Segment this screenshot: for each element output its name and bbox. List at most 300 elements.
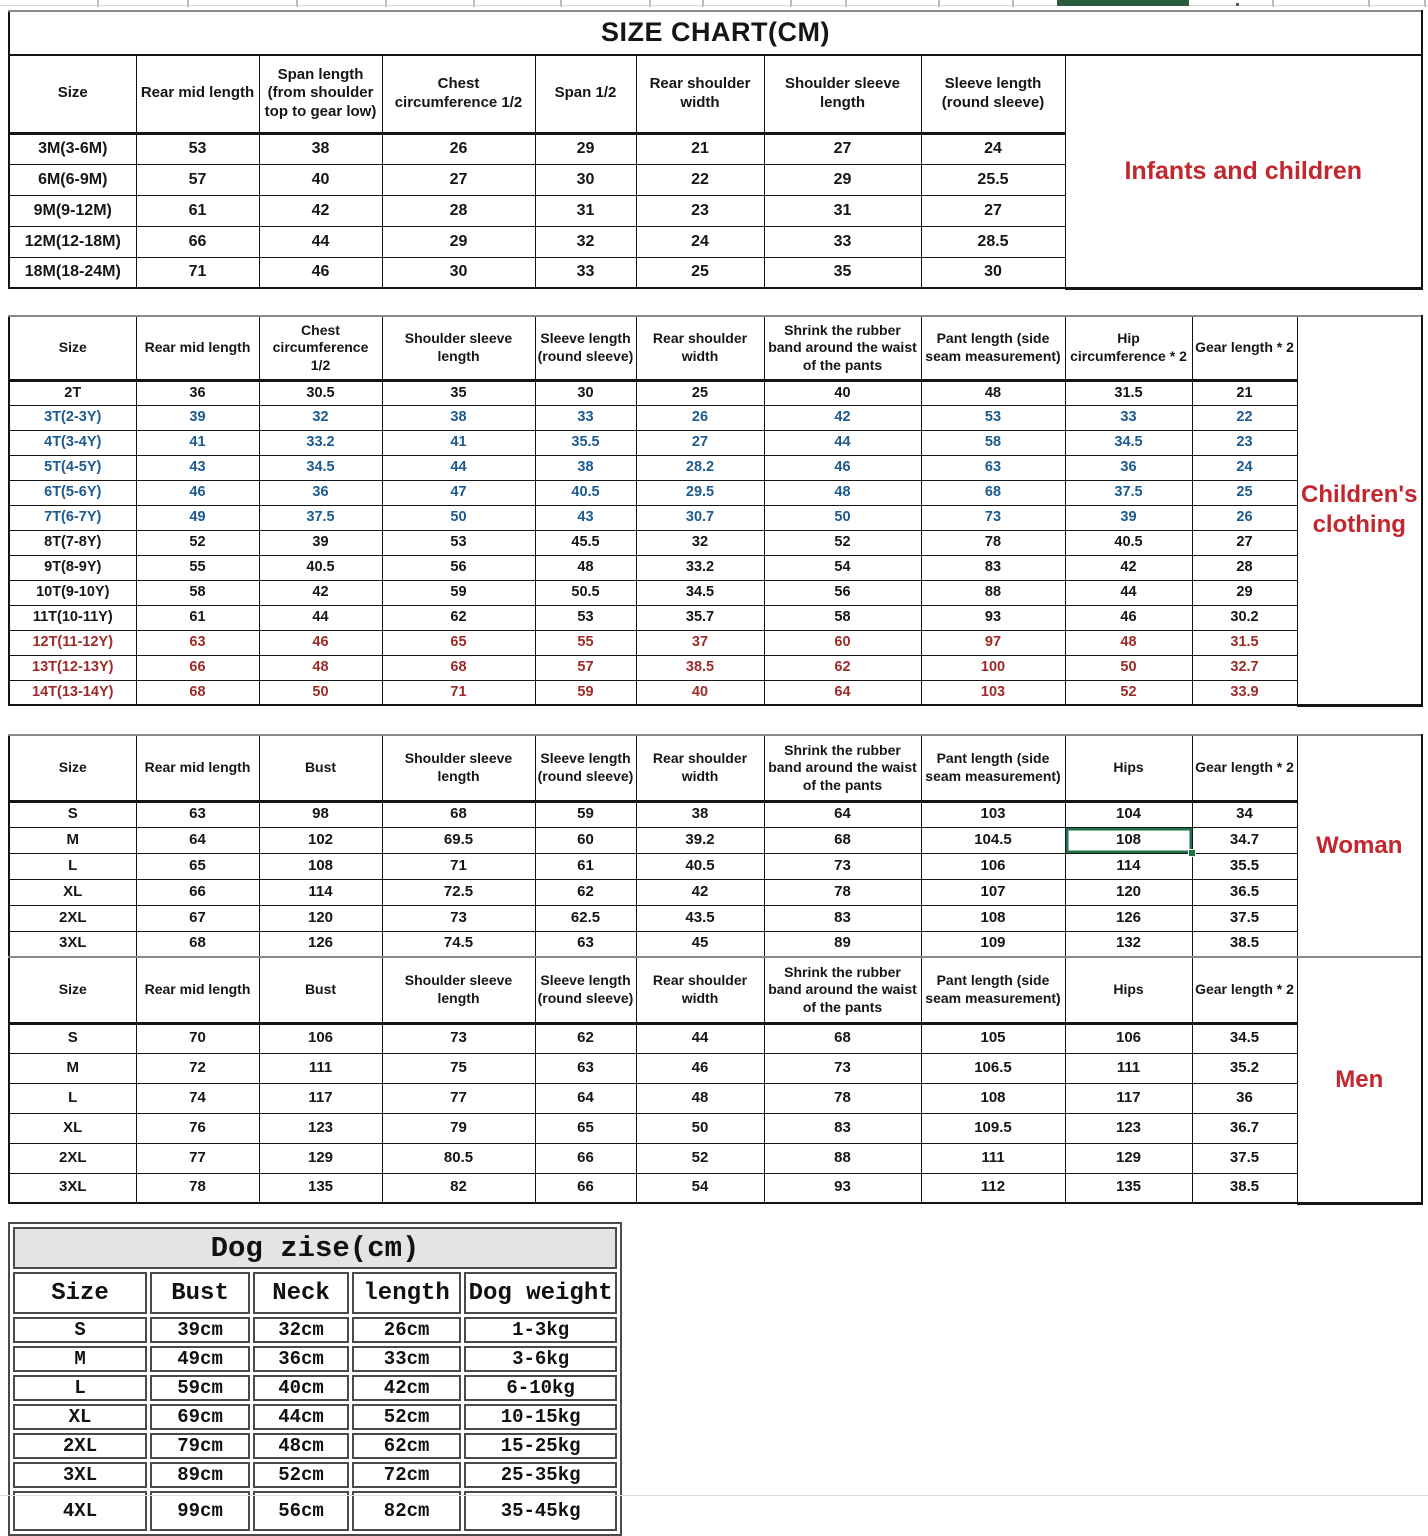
- table-cell[interactable]: 58: [921, 430, 1065, 455]
- table-cell[interactable]: 73: [382, 1023, 535, 1053]
- table-cell[interactable]: 61: [136, 195, 259, 226]
- table-cell[interactable]: 33.2: [259, 430, 382, 455]
- table-cell[interactable]: 79cm: [150, 1433, 250, 1459]
- table-cell[interactable]: 22: [1192, 405, 1297, 430]
- table-cell[interactable]: 82cm: [352, 1491, 461, 1531]
- table-cell[interactable]: 68: [136, 680, 259, 705]
- table-cell[interactable]: 57: [136, 164, 259, 195]
- row-header[interactable]: 3XL: [13, 1462, 147, 1488]
- table-cell[interactable]: 60: [535, 827, 636, 853]
- table-cell[interactable]: 15-25kg: [464, 1433, 617, 1459]
- group-label-infants[interactable]: Infants and children: [1065, 55, 1422, 288]
- table-cell[interactable]: 37.5: [259, 505, 382, 530]
- column-header[interactable]: Rear shoulder width: [636, 55, 764, 133]
- table-cell[interactable]: 42: [636, 879, 764, 905]
- column-header[interactable]: Hips: [1065, 957, 1192, 1023]
- column-header[interactable]: Chest circumference 1/2: [259, 316, 382, 380]
- table-cell[interactable]: 117: [1065, 1083, 1192, 1113]
- column-header[interactable]: Sleeve length (round sleeve): [535, 735, 636, 801]
- table-cell[interactable]: 52: [1065, 680, 1192, 705]
- table-cell[interactable]: 108: [1065, 827, 1192, 853]
- table-cell[interactable]: 3-6kg: [464, 1346, 617, 1372]
- table-cell[interactable]: 38: [382, 405, 535, 430]
- table-cell[interactable]: 33: [535, 405, 636, 430]
- table-cell[interactable]: 38.5: [636, 655, 764, 680]
- table-cell[interactable]: 29: [382, 226, 535, 257]
- table-cell[interactable]: 23: [1192, 430, 1297, 455]
- column-header[interactable]: Rear shoulder width: [636, 957, 764, 1023]
- table-cell[interactable]: 59cm: [150, 1375, 250, 1401]
- table-cell[interactable]: 63: [921, 455, 1065, 480]
- table-cell[interactable]: 53: [136, 133, 259, 164]
- column-header[interactable]: Pant length (side seam measurement): [921, 957, 1065, 1023]
- row-header[interactable]: 3XL: [9, 931, 136, 957]
- group-label-men[interactable]: Men: [1297, 957, 1422, 1203]
- table-cell[interactable]: 46: [764, 455, 921, 480]
- table-cell[interactable]: 39: [1065, 505, 1192, 530]
- table-cell[interactable]: 36.7: [1192, 1113, 1297, 1143]
- table-cell[interactable]: 40.5: [1065, 530, 1192, 555]
- row-header[interactable]: 9M(9-12M): [9, 195, 136, 226]
- table-cell[interactable]: 66: [535, 1173, 636, 1203]
- row-header[interactable]: 12M(12-18M): [9, 226, 136, 257]
- table-cell[interactable]: 52cm: [352, 1404, 461, 1430]
- row-header[interactable]: 2XL: [9, 1143, 136, 1173]
- table-cell[interactable]: 68: [764, 1023, 921, 1053]
- table-cell[interactable]: 46: [1065, 605, 1192, 630]
- table-cell[interactable]: 31.5: [1065, 380, 1192, 405]
- table-cell[interactable]: 40cm: [253, 1375, 349, 1401]
- table-cell[interactable]: 27: [764, 133, 921, 164]
- row-header[interactable]: S: [9, 801, 136, 827]
- row-header[interactable]: XL: [13, 1404, 147, 1430]
- table-cell[interactable]: 109.5: [921, 1113, 1065, 1143]
- column-header[interactable]: Hips: [1065, 735, 1192, 801]
- table-cell[interactable]: 25-35kg: [464, 1462, 617, 1488]
- table-cell[interactable]: 43: [535, 505, 636, 530]
- table-cell[interactable]: 35.5: [1192, 853, 1297, 879]
- table-cell[interactable]: 104: [1065, 801, 1192, 827]
- row-header[interactable]: 2XL: [9, 905, 136, 931]
- table-cell[interactable]: 39.2: [636, 827, 764, 853]
- table-cell[interactable]: 69.5: [382, 827, 535, 853]
- table-cell[interactable]: 108: [921, 1083, 1065, 1113]
- table-cell[interactable]: 93: [764, 1173, 921, 1203]
- row-header[interactable]: 11T(10-11Y): [9, 605, 136, 630]
- table-cell[interactable]: 24: [636, 226, 764, 257]
- row-header[interactable]: 3T(2-3Y): [9, 405, 136, 430]
- table-cell[interactable]: 105: [921, 1023, 1065, 1053]
- table-cell[interactable]: 31.5: [1192, 630, 1297, 655]
- column-header[interactable]: Rear mid length: [136, 735, 259, 801]
- table-cell[interactable]: 62: [764, 655, 921, 680]
- table-cell[interactable]: 36: [136, 380, 259, 405]
- table-cell[interactable]: 55: [136, 555, 259, 580]
- table-cell[interactable]: 72cm: [352, 1462, 461, 1488]
- column-header[interactable]: Sleeve length (round sleeve): [921, 55, 1065, 133]
- table-cell[interactable]: 42: [259, 580, 382, 605]
- table-cell[interactable]: 61: [136, 605, 259, 630]
- table-cell[interactable]: 44: [636, 1023, 764, 1053]
- table-cell[interactable]: 33.2: [636, 555, 764, 580]
- table-cell[interactable]: 117: [259, 1083, 382, 1113]
- table-cell[interactable]: 89cm: [150, 1462, 250, 1488]
- table-cell[interactable]: 29: [535, 133, 636, 164]
- table-cell[interactable]: 36: [1192, 1083, 1297, 1113]
- table-cell[interactable]: 21: [636, 133, 764, 164]
- table-cell[interactable]: 80.5: [382, 1143, 535, 1173]
- table-cell[interactable]: 50: [1065, 655, 1192, 680]
- table-cell[interactable]: 48: [1065, 630, 1192, 655]
- column-header[interactable]: Rear mid length: [136, 957, 259, 1023]
- table-cell[interactable]: 102: [259, 827, 382, 853]
- table-cell[interactable]: 36: [1065, 455, 1192, 480]
- table-cell[interactable]: 66: [136, 226, 259, 257]
- column-header[interactable]: Shoulder sleeve length: [382, 957, 535, 1023]
- table-cell[interactable]: 25: [636, 380, 764, 405]
- table-cell[interactable]: 34: [1192, 801, 1297, 827]
- table-cell[interactable]: 42cm: [352, 1375, 461, 1401]
- table-cell[interactable]: 62cm: [352, 1433, 461, 1459]
- table-cell[interactable]: 48: [764, 480, 921, 505]
- table-cell[interactable]: 22: [636, 164, 764, 195]
- table-cell[interactable]: 66: [535, 1143, 636, 1173]
- table-cell[interactable]: 38: [535, 455, 636, 480]
- column-header[interactable]: Size: [9, 55, 136, 133]
- row-header[interactable]: 3M(3-6M): [9, 133, 136, 164]
- table-cell[interactable]: 24: [921, 133, 1065, 164]
- table-cell[interactable]: 83: [921, 555, 1065, 580]
- table-cell[interactable]: 30: [382, 257, 535, 288]
- column-header[interactable]: Dog weight: [464, 1272, 617, 1314]
- table-cell[interactable]: 58: [136, 580, 259, 605]
- row-header[interactable]: XL: [9, 879, 136, 905]
- table-cell[interactable]: 76: [136, 1113, 259, 1143]
- table-cell[interactable]: 59: [535, 680, 636, 705]
- table-cell[interactable]: 62: [535, 879, 636, 905]
- table-cell[interactable]: 114: [1065, 853, 1192, 879]
- table-cell[interactable]: 50.5: [535, 580, 636, 605]
- table-cell[interactable]: 46: [636, 1053, 764, 1083]
- table-cell[interactable]: 62.5: [535, 905, 636, 931]
- table-cell[interactable]: 79: [382, 1113, 535, 1143]
- table-cell[interactable]: 68: [921, 480, 1065, 505]
- table-cell[interactable]: 28.2: [636, 455, 764, 480]
- column-header[interactable]: Bust: [259, 735, 382, 801]
- row-header[interactable]: 12T(11-12Y): [9, 630, 136, 655]
- table-cell[interactable]: 28.5: [921, 226, 1065, 257]
- table-cell[interactable]: 72.5: [382, 879, 535, 905]
- row-header[interactable]: 6M(6-9M): [9, 164, 136, 195]
- table-cell[interactable]: 34.5: [636, 580, 764, 605]
- table-cell[interactable]: 56: [382, 555, 535, 580]
- row-header[interactable]: M: [9, 827, 136, 853]
- row-header[interactable]: 8T(7-8Y): [9, 530, 136, 555]
- table-cell[interactable]: 111: [259, 1053, 382, 1083]
- table-cell[interactable]: 44: [382, 455, 535, 480]
- table-cell[interactable]: 29: [764, 164, 921, 195]
- table-cell[interactable]: 32: [535, 226, 636, 257]
- table-cell[interactable]: 33: [1065, 405, 1192, 430]
- table-cell[interactable]: 30: [921, 257, 1065, 288]
- table-cell[interactable]: 49cm: [150, 1346, 250, 1372]
- table-cell[interactable]: 39: [259, 530, 382, 555]
- column-header[interactable]: Chest circumference 1/2: [382, 55, 535, 133]
- table-cell[interactable]: 77: [382, 1083, 535, 1113]
- table-cell[interactable]: 78: [921, 530, 1065, 555]
- row-header[interactable]: 4T(3-4Y): [9, 430, 136, 455]
- table-cell[interactable]: 135: [1065, 1173, 1192, 1203]
- column-header[interactable]: Rear shoulder width: [636, 735, 764, 801]
- table-cell[interactable]: 57: [535, 655, 636, 680]
- table-cell[interactable]: 32: [636, 530, 764, 555]
- table-cell[interactable]: 26: [1192, 505, 1297, 530]
- column-header[interactable]: Neck: [253, 1272, 349, 1314]
- table-cell[interactable]: 30: [535, 380, 636, 405]
- table-cell[interactable]: 41: [382, 430, 535, 455]
- column-header[interactable]: Span 1/2: [535, 55, 636, 133]
- table-cell[interactable]: 53: [382, 530, 535, 555]
- table-cell[interactable]: 52cm: [253, 1462, 349, 1488]
- table-cell[interactable]: 83: [764, 1113, 921, 1143]
- row-header[interactable]: M: [13, 1346, 147, 1372]
- table-cell[interactable]: 27: [921, 195, 1065, 226]
- table-cell[interactable]: 55: [535, 630, 636, 655]
- table-cell[interactable]: 48: [259, 655, 382, 680]
- table-cell[interactable]: 62: [382, 605, 535, 630]
- table-cell[interactable]: 33: [764, 226, 921, 257]
- table-cell[interactable]: 54: [764, 555, 921, 580]
- table-cell[interactable]: 34.7: [1192, 827, 1297, 853]
- table-cell[interactable]: 35.7: [636, 605, 764, 630]
- column-header[interactable]: Hip circumference * 2: [1065, 316, 1192, 380]
- table-cell[interactable]: 82: [382, 1173, 535, 1203]
- table-cell[interactable]: 25: [636, 257, 764, 288]
- table-cell[interactable]: 39: [136, 405, 259, 430]
- table-cell[interactable]: 88: [764, 1143, 921, 1173]
- table-cell[interactable]: 75: [382, 1053, 535, 1083]
- table-cell[interactable]: 104.5: [921, 827, 1065, 853]
- row-header[interactable]: S: [9, 1023, 136, 1053]
- table-cell[interactable]: 73: [764, 1053, 921, 1083]
- table-cell[interactable]: 106: [259, 1023, 382, 1053]
- table-cell[interactable]: 42: [1065, 555, 1192, 580]
- table-cell[interactable]: 78: [764, 1083, 921, 1113]
- column-header[interactable]: Rear mid length: [136, 316, 259, 380]
- table-cell[interactable]: 44: [764, 430, 921, 455]
- column-header[interactable]: Shoulder sleeve length: [382, 316, 535, 380]
- table-cell[interactable]: 35: [764, 257, 921, 288]
- row-header[interactable]: L: [13, 1375, 147, 1401]
- table-cell[interactable]: 36cm: [253, 1346, 349, 1372]
- table-cell[interactable]: 35.5: [535, 430, 636, 455]
- table-cell[interactable]: 83: [764, 905, 921, 931]
- table-cell[interactable]: 42: [259, 195, 382, 226]
- table-cell[interactable]: 74.5: [382, 931, 535, 957]
- table-cell[interactable]: 31: [535, 195, 636, 226]
- table-cell[interactable]: 40: [636, 680, 764, 705]
- table-cell[interactable]: 40.5: [259, 555, 382, 580]
- table-cell[interactable]: 99cm: [150, 1491, 250, 1531]
- table-cell[interactable]: 129: [259, 1143, 382, 1173]
- table-cell[interactable]: 103: [921, 680, 1065, 705]
- column-header[interactable]: Pant length (side seam measurement): [921, 316, 1065, 380]
- table-cell[interactable]: 37.5: [1192, 1143, 1297, 1173]
- table-cell[interactable]: 46: [259, 257, 382, 288]
- table-cell[interactable]: 120: [259, 905, 382, 931]
- column-header[interactable]: Sleeve length (round sleeve): [535, 316, 636, 380]
- table-cell[interactable]: 44: [259, 605, 382, 630]
- table-cell[interactable]: 35: [382, 380, 535, 405]
- row-header[interactable]: L: [9, 853, 136, 879]
- table-cell[interactable]: 28: [1192, 555, 1297, 580]
- table-cell[interactable]: 26: [636, 405, 764, 430]
- table-cell[interactable]: 52: [764, 530, 921, 555]
- table-cell[interactable]: 40: [259, 164, 382, 195]
- column-header[interactable]: Rear shoulder width: [636, 316, 764, 380]
- table-cell[interactable]: 54: [636, 1173, 764, 1203]
- table-cell[interactable]: 59: [535, 801, 636, 827]
- column-header[interactable]: length: [352, 1272, 461, 1314]
- table-cell[interactable]: 48: [636, 1083, 764, 1113]
- table-cell[interactable]: 45.5: [535, 530, 636, 555]
- table-cell[interactable]: 38.5: [1192, 1173, 1297, 1203]
- table-cell[interactable]: 60: [764, 630, 921, 655]
- table-cell[interactable]: 71: [136, 257, 259, 288]
- table-cell[interactable]: 28: [382, 195, 535, 226]
- table-cell[interactable]: 107: [921, 879, 1065, 905]
- table-cell[interactable]: 32: [259, 405, 382, 430]
- table-cell[interactable]: 53: [535, 605, 636, 630]
- table-cell[interactable]: 30: [535, 164, 636, 195]
- table-cell[interactable]: 73: [382, 905, 535, 931]
- table-cell[interactable]: 52: [136, 530, 259, 555]
- table-cell[interactable]: 56: [764, 580, 921, 605]
- table-cell[interactable]: 25: [1192, 480, 1297, 505]
- table-cell[interactable]: 21: [1192, 380, 1297, 405]
- table-cell[interactable]: 77: [136, 1143, 259, 1173]
- table-cell[interactable]: 6-10kg: [464, 1375, 617, 1401]
- row-header[interactable]: XL: [9, 1113, 136, 1143]
- table-cell[interactable]: 43: [136, 455, 259, 480]
- table-cell[interactable]: 97: [921, 630, 1065, 655]
- table-cell[interactable]: 67: [136, 905, 259, 931]
- table-cell[interactable]: 29.5: [636, 480, 764, 505]
- table-cell[interactable]: 33: [535, 257, 636, 288]
- table-cell[interactable]: 68: [382, 801, 535, 827]
- table-cell[interactable]: 36: [259, 480, 382, 505]
- column-header[interactable]: Bust: [150, 1272, 250, 1314]
- table-cell[interactable]: 112: [921, 1173, 1065, 1203]
- table-cell[interactable]: 43.5: [636, 905, 764, 931]
- row-header[interactable]: 2XL: [13, 1433, 147, 1459]
- row-header[interactable]: 14T(13-14Y): [9, 680, 136, 705]
- table-cell[interactable]: 49: [136, 505, 259, 530]
- row-header[interactable]: 9T(8-9Y): [9, 555, 136, 580]
- table-cell[interactable]: 68: [764, 827, 921, 853]
- table-cell[interactable]: 35.2: [1192, 1053, 1297, 1083]
- table-cell[interactable]: 23: [636, 195, 764, 226]
- table-cell[interactable]: 41: [136, 430, 259, 455]
- table-cell[interactable]: 50: [259, 680, 382, 705]
- table-cell[interactable]: 53: [921, 405, 1065, 430]
- row-header[interactable]: L: [9, 1083, 136, 1113]
- table-cell[interactable]: 68: [136, 931, 259, 957]
- table-cell[interactable]: 65: [535, 1113, 636, 1143]
- table-cell[interactable]: 26: [382, 133, 535, 164]
- table-cell[interactable]: 48: [921, 380, 1065, 405]
- table-cell[interactable]: 27: [382, 164, 535, 195]
- table-cell[interactable]: 34.5: [1065, 430, 1192, 455]
- table-cell[interactable]: 38.5: [1192, 931, 1297, 957]
- table-cell[interactable]: 120: [1065, 879, 1192, 905]
- row-header[interactable]: M: [9, 1053, 136, 1083]
- table-cell[interactable]: 71: [382, 853, 535, 879]
- table-cell[interactable]: 44: [259, 226, 382, 257]
- table-cell[interactable]: 106: [1065, 1023, 1192, 1053]
- column-header[interactable]: Gear length * 2: [1192, 316, 1297, 380]
- table-cell[interactable]: 29: [1192, 580, 1297, 605]
- table-cell[interactable]: 37.5: [1065, 480, 1192, 505]
- group-label-woman[interactable]: Woman: [1297, 735, 1422, 957]
- row-header[interactable]: 10T(9-10Y): [9, 580, 136, 605]
- table-cell[interactable]: 66: [136, 879, 259, 905]
- table-cell[interactable]: 63: [535, 931, 636, 957]
- table-cell[interactable]: 129: [1065, 1143, 1192, 1173]
- table-cell[interactable]: 106.5: [921, 1053, 1065, 1083]
- table-cell[interactable]: 111: [1065, 1053, 1192, 1083]
- table-cell[interactable]: 64: [764, 680, 921, 705]
- table-cell[interactable]: 59: [382, 580, 535, 605]
- table-cell[interactable]: 27: [1192, 530, 1297, 555]
- table-cell[interactable]: 73: [764, 853, 921, 879]
- table-cell[interactable]: 64: [764, 801, 921, 827]
- column-header[interactable]: Pant length (side seam measurement): [921, 735, 1065, 801]
- table-cell[interactable]: 111: [921, 1143, 1065, 1173]
- column-header[interactable]: Shrink the rubber band around the waist of the pants: [764, 316, 921, 380]
- table-cell[interactable]: 32cm: [253, 1317, 349, 1343]
- table-cell[interactable]: 33cm: [352, 1346, 461, 1372]
- table-cell[interactable]: 39cm: [150, 1317, 250, 1343]
- table-cell[interactable]: 126: [259, 931, 382, 957]
- table-cell[interactable]: 50: [636, 1113, 764, 1143]
- row-header[interactable]: 7T(6-7Y): [9, 505, 136, 530]
- row-header[interactable]: S: [13, 1317, 147, 1343]
- column-header[interactable]: Size: [9, 957, 136, 1023]
- table-cell[interactable]: 46: [136, 480, 259, 505]
- column-header[interactable]: Shoulder sleeve length: [382, 735, 535, 801]
- table-cell[interactable]: 126: [1065, 905, 1192, 931]
- table-cell[interactable]: 42: [764, 405, 921, 430]
- table-cell[interactable]: 108: [259, 853, 382, 879]
- row-header[interactable]: 2T: [9, 380, 136, 405]
- table-cell[interactable]: 63: [136, 801, 259, 827]
- table-cell[interactable]: 62: [535, 1023, 636, 1053]
- table-cell[interactable]: 69cm: [150, 1404, 250, 1430]
- table-cell[interactable]: 64: [136, 827, 259, 853]
- table-cell[interactable]: 27: [636, 430, 764, 455]
- table-cell[interactable]: 37: [636, 630, 764, 655]
- table-cell[interactable]: 123: [259, 1113, 382, 1143]
- table-cell[interactable]: 132: [1065, 931, 1192, 957]
- row-header[interactable]: 5T(4-5Y): [9, 455, 136, 480]
- table-cell[interactable]: 70: [136, 1023, 259, 1053]
- table-cell[interactable]: 10-15kg: [464, 1404, 617, 1430]
- column-header[interactable]: Size: [9, 735, 136, 801]
- table-cell[interactable]: 37.5: [1192, 905, 1297, 931]
- table-cell[interactable]: 48: [535, 555, 636, 580]
- table-cell[interactable]: 36.5: [1192, 879, 1297, 905]
